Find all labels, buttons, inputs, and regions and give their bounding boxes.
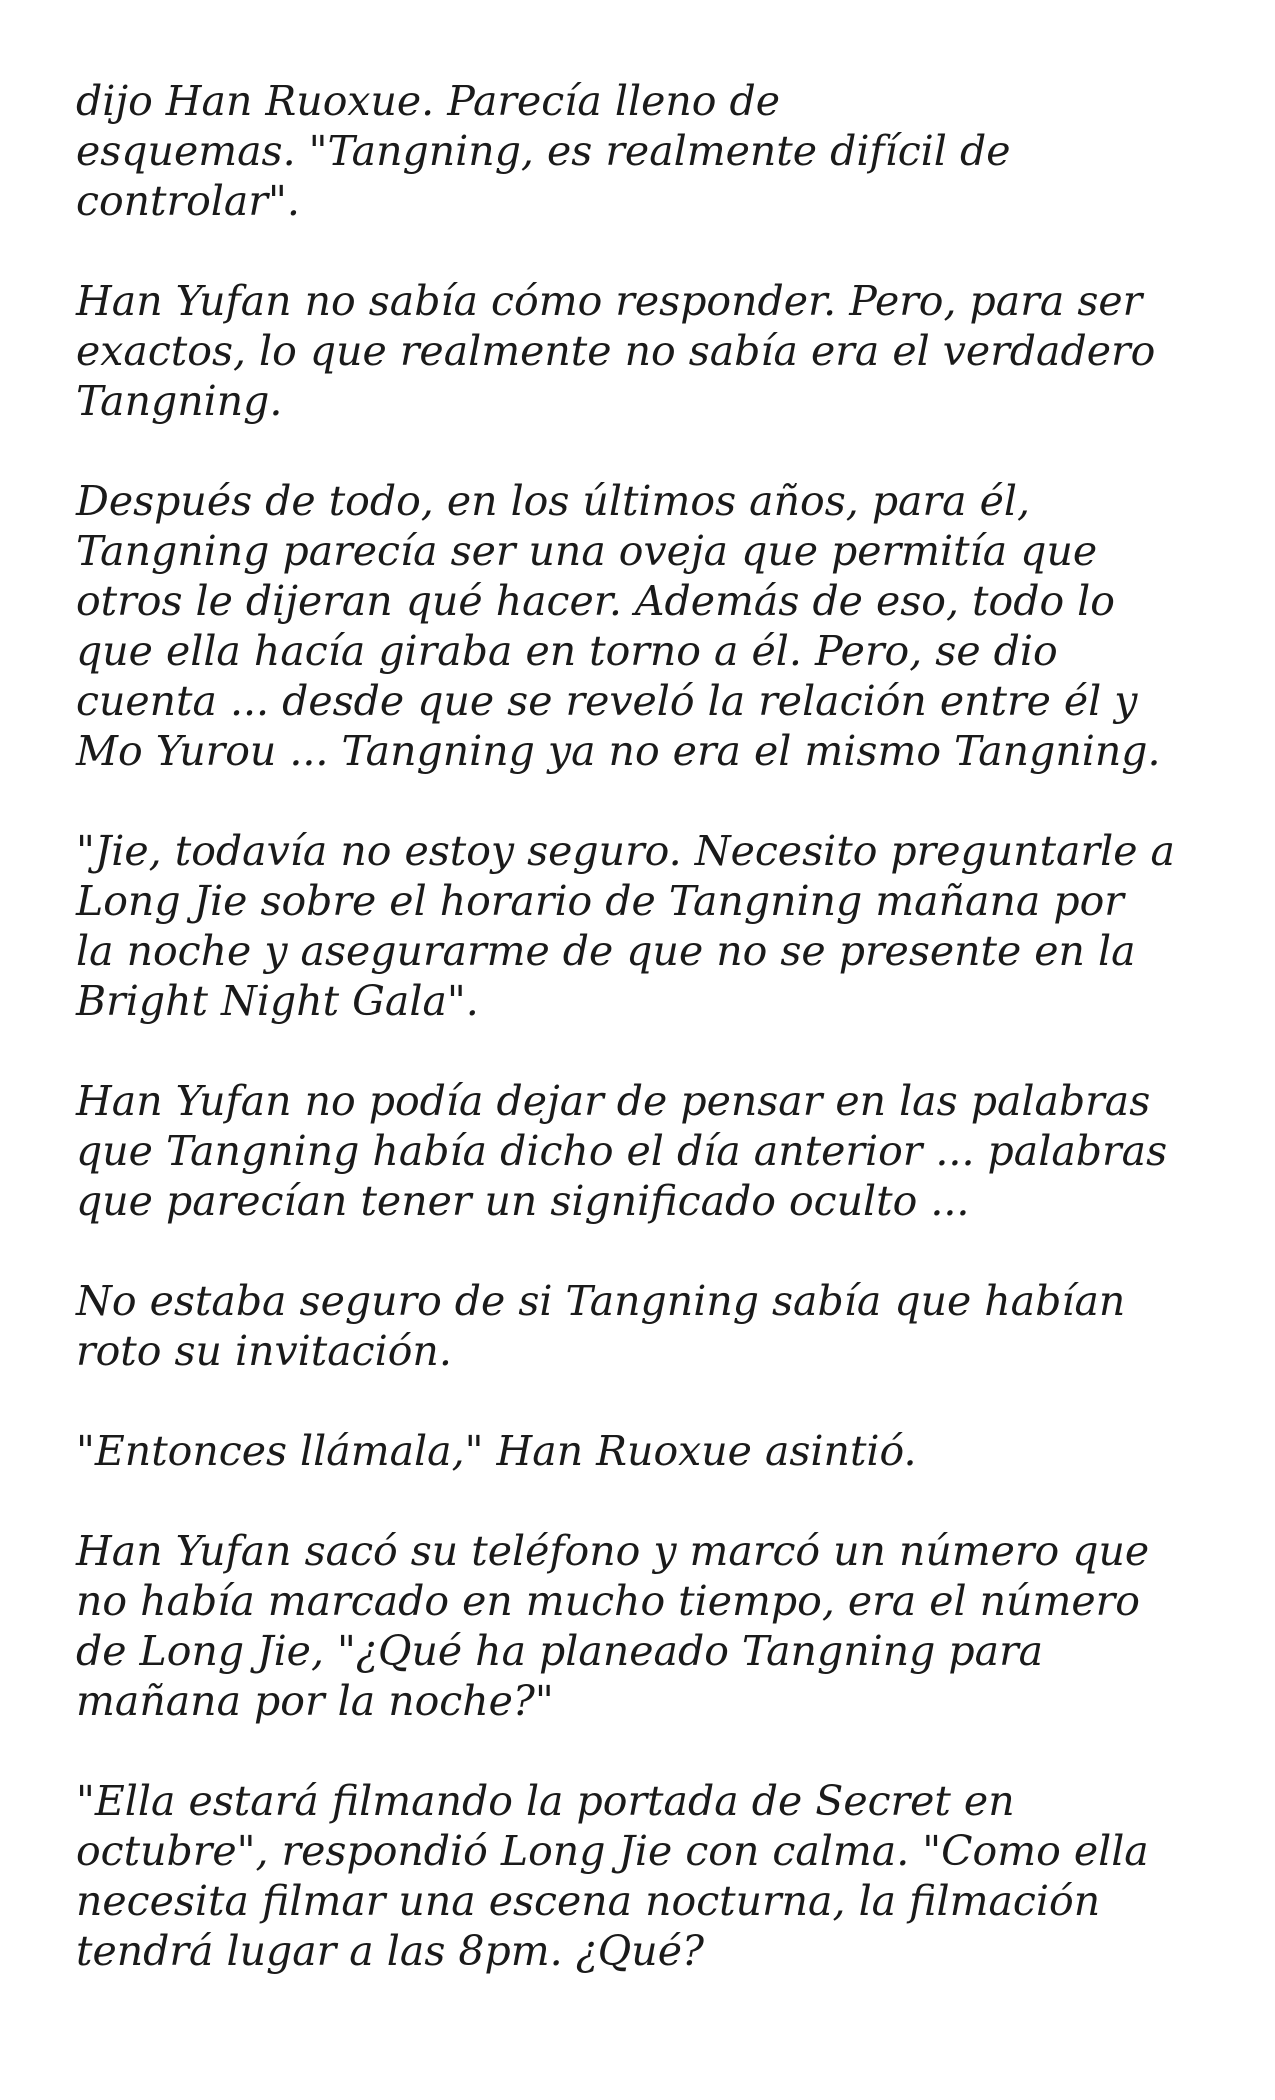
paragraph: Han Yufan no podía dejar de pensar en las palabras que Tangning había dicho el día anterior ... palabras que parecían tener un significado oculto ... bbox=[76, 1077, 1168, 1225]
paragraph: Después de todo, en los últimos años, para él, Tangning parecía ser una oveja que permitía que otros le dijeran qué hacer. Además de eso, todo lo que ella hacía giraba en torno a él. Pero, se dio cuenta ... desde que se reveló la relación entre él y Mo Yurou ... Tangning ya no era el mismo Tangning. bbox=[76, 477, 1161, 775]
paragraph: "Entonces llámala," Han Ruoxue asintió. bbox=[76, 1427, 917, 1475]
document-body bbox=[76, 76, 1236, 2026]
paragraph: "Ella estará filmando la portada de Secret en octubre", respondió Long Jie con calma. "Como ella necesita filmar una escena nocturna, la filmación tendrá lugar a las 8pm. ¿Qué? bbox=[76, 1777, 1149, 1975]
paragraph: No estaba seguro de si Tangning sabía que habían roto su invitación. bbox=[76, 1277, 1126, 1375]
paragraph: Han Yufan no sabía cómo responder. Pero, para ser exactos, lo que realmente no sabía era el verdadero Tangning. bbox=[76, 277, 1156, 425]
paragraph: "Jie, todavía no estoy seguro. Necesito preguntarle a Long Jie sobre el horario de Tangning mañana por la noche y asegurarme de que no se presente en la Bright Night Gala". bbox=[76, 827, 1175, 1025]
paragraph: dijo Han Ruoxue. Parecía lleno de esquemas. "Tangning, es realmente difícil de controlar". bbox=[76, 77, 1011, 225]
paragraph: Han Yufan sacó su teléfono y marcó un número que no había marcado en mucho tiempo, era el número de Long Jie, "¿Qué ha planeado Tangning para mañana por la noche?" bbox=[76, 1527, 1150, 1725]
